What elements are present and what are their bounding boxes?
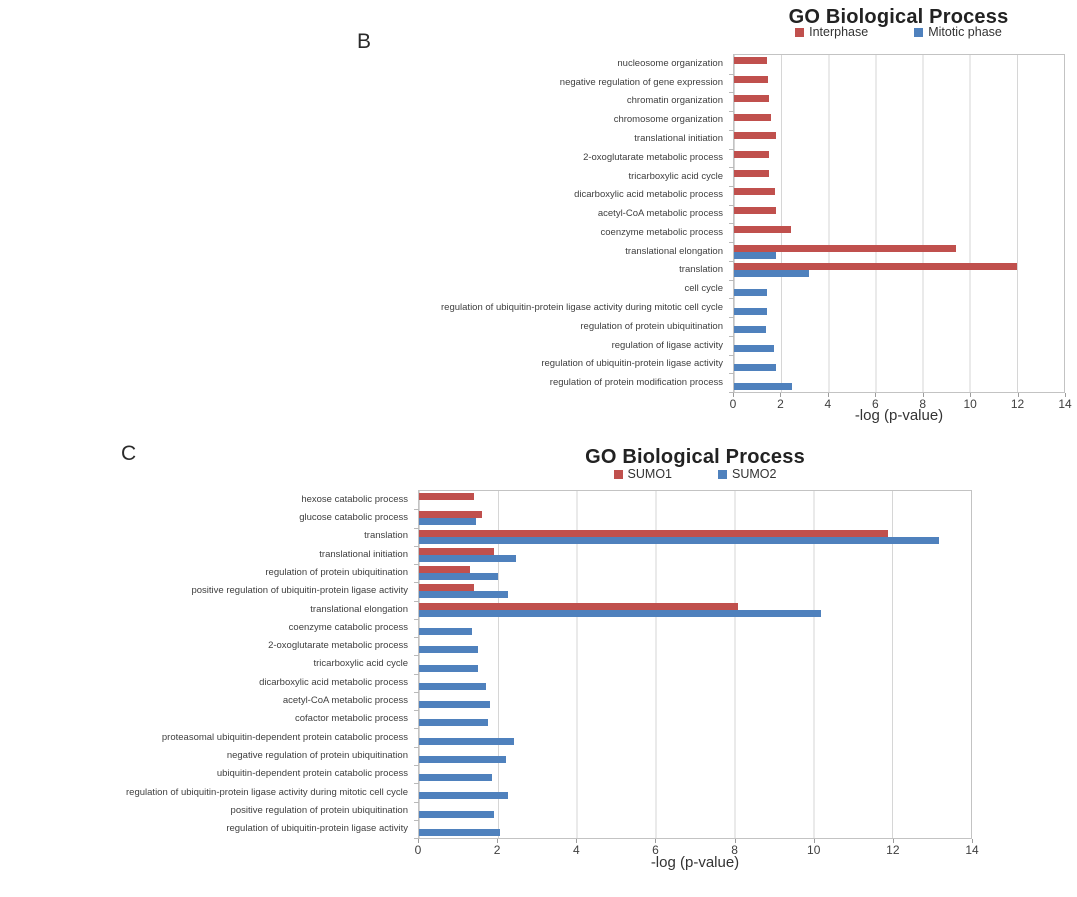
panel-letter-b: B — [357, 30, 372, 53]
bar-sumo2 — [419, 646, 478, 653]
x-axis-title: -log (p-value) — [650, 854, 740, 871]
category-label: coenzyme catabolic process — [288, 621, 408, 633]
category-label: tricarboxylic acid cycle — [313, 658, 408, 670]
chart-title: GO Biological Process — [788, 6, 1009, 28]
category-axis-labels — [45, 490, 413, 838]
x-axis-tick-label: 10 — [807, 843, 821, 857]
bar-sumo2 — [419, 738, 514, 745]
category-label: negative regulation of protein ubiquitination — [226, 750, 408, 762]
category-label: chromatin organization — [626, 95, 723, 107]
category-row — [419, 509, 971, 527]
x-axis-tick-label: 2 — [777, 397, 784, 411]
x-axis-tick-label: 2 — [493, 843, 501, 857]
category-label: cell cycle — [684, 283, 723, 295]
category-row — [419, 692, 971, 710]
bar-sumo2 — [419, 774, 492, 781]
legend-label: Interphase — [809, 25, 869, 39]
x-axis-tick-label: 0 — [729, 397, 737, 411]
category-label: negative regulation of gene expression — [559, 76, 723, 88]
category-row — [419, 747, 971, 765]
x-axis-tick-label: 0 — [414, 843, 422, 857]
category-label: regulation of ubiquitin-protein ligase activity — [541, 358, 723, 370]
legend-label: SUMO2 — [732, 467, 777, 481]
bar-sumo2 — [419, 683, 486, 690]
bar-sumo1 — [419, 566, 470, 573]
category-label: translational initiation — [319, 548, 408, 560]
category-row — [419, 728, 971, 746]
bar-sumo2 — [419, 811, 494, 818]
category-row — [419, 637, 971, 655]
bar-sumo2 — [419, 792, 508, 799]
category-label: positive regulation of ubiquitin-protein ligase activity — [191, 585, 408, 597]
legend-swatch-icon — [718, 470, 727, 479]
category-row — [419, 783, 971, 801]
bar-sumo2 — [419, 518, 476, 525]
bar-sumo2 — [419, 591, 508, 598]
bar-sumo2 — [419, 573, 498, 580]
category-label: translational initiation — [634, 133, 723, 145]
category-row — [419, 491, 971, 509]
category-row — [419, 582, 971, 600]
category-label: regulation of ubiquitin-protein ligase activity — [226, 823, 408, 835]
x-axis-tick-label: 14 — [1058, 397, 1072, 411]
category-label: proteasomal ubiquitin-dependent protein catabolic process — [161, 731, 408, 743]
category-label: chromosome organization — [613, 114, 723, 126]
category-row — [419, 820, 971, 838]
bar-sumo1 — [419, 511, 482, 518]
category-row — [419, 528, 971, 546]
category-row — [419, 802, 971, 820]
bar-sumo2 — [419, 628, 472, 635]
category-label: positive regulation of protein ubiquitination — [230, 804, 408, 816]
category-label: tricarboxylic acid cycle — [628, 170, 723, 182]
x-axis-tick-label: 8 — [731, 843, 738, 857]
legend-item — [614, 467, 672, 481]
category-label: glucose catabolic process — [299, 511, 408, 523]
category-label: coenzyme metabolic process — [600, 226, 723, 238]
bar-sumo2 — [419, 610, 821, 617]
x-axis-tick-label: 12 — [886, 843, 900, 857]
legend-item — [718, 467, 776, 481]
category-label: 2-oxoglutarate metabolic process — [268, 640, 408, 652]
category-label: regulation of protein modification process — [549, 377, 723, 389]
category-row — [419, 655, 971, 673]
category-label: regulation of ligase activity — [611, 339, 723, 351]
legend-swatch-icon — [614, 470, 623, 479]
x-axis-title: -log (p-value) — [854, 407, 944, 424]
category-label: translational elongation — [625, 245, 723, 257]
plot-area — [418, 490, 972, 839]
bar-sumo2 — [419, 701, 490, 708]
bar-sumo2 — [419, 719, 488, 726]
category-label: ubiquitin-dependent protein catabolic process — [216, 768, 408, 780]
bar-sumo1 — [419, 584, 474, 591]
x-axis-tick-label: 6 — [652, 843, 659, 857]
category-label: cofactor metabolic process — [295, 713, 408, 725]
x-axis-tick-label: 10 — [963, 397, 977, 411]
x-axis-tick-label: 4 — [824, 397, 832, 411]
category-row — [419, 546, 971, 564]
category-row — [419, 619, 971, 637]
category-label: dicarboxylic acid metabolic process — [259, 676, 408, 688]
legend-label: SUMO1 — [627, 467, 672, 481]
bar-sumo2 — [419, 537, 939, 544]
bar-sumo1 — [419, 548, 494, 555]
x-axis-tick-label: 4 — [572, 843, 580, 857]
x-axis-tick-label: 14 — [965, 843, 979, 857]
legend-label: Mitotic phase — [928, 25, 1002, 39]
category-label: acetyl-CoA metabolic process — [597, 208, 723, 220]
x-axis-tick-label: 12 — [1010, 397, 1025, 411]
category-label: dicarboxylic acid metabolic process — [574, 189, 723, 201]
x-axis-tick-label: 6 — [871, 397, 879, 411]
category-row — [419, 601, 971, 619]
category-label: nucleosome organization — [617, 57, 723, 69]
category-label: translation — [364, 530, 408, 542]
panel-letter-c: C — [121, 442, 137, 465]
category-label: 2-oxoglutarate metabolic process — [583, 151, 723, 163]
category-row — [419, 674, 971, 692]
category-label: regulation of protein ubiquitination — [265, 566, 408, 578]
category-row — [419, 564, 971, 582]
x-axis-tick-label: 8 — [919, 397, 927, 411]
bar-sumo2 — [419, 829, 500, 836]
category-label: regulation of ubiquitin-protein ligase activity during mitotic cell cycle — [441, 302, 723, 314]
bar-sumo1 — [419, 530, 888, 537]
bar-sumo2 — [419, 665, 478, 672]
category-row — [419, 710, 971, 728]
category-label: acetyl-CoA metabolic process — [282, 695, 408, 707]
category-label: regulation of protein ubiquitination — [580, 320, 723, 332]
category-label: translation — [679, 264, 723, 276]
bar-sumo1 — [419, 603, 738, 610]
chart-legend — [418, 467, 972, 481]
bar-sumo1 — [419, 493, 474, 500]
bar-sumo2 — [419, 756, 506, 763]
category-label: regulation of ubiquitin-protein ligase activity during mitotic cell cycle — [126, 786, 408, 798]
category-label: hexose catabolic process — [301, 493, 408, 505]
chart-title: GO Biological Process — [585, 446, 805, 468]
bar-sumo2 — [419, 555, 516, 562]
category-row — [419, 765, 971, 783]
category-label: translational elongation — [310, 603, 408, 615]
